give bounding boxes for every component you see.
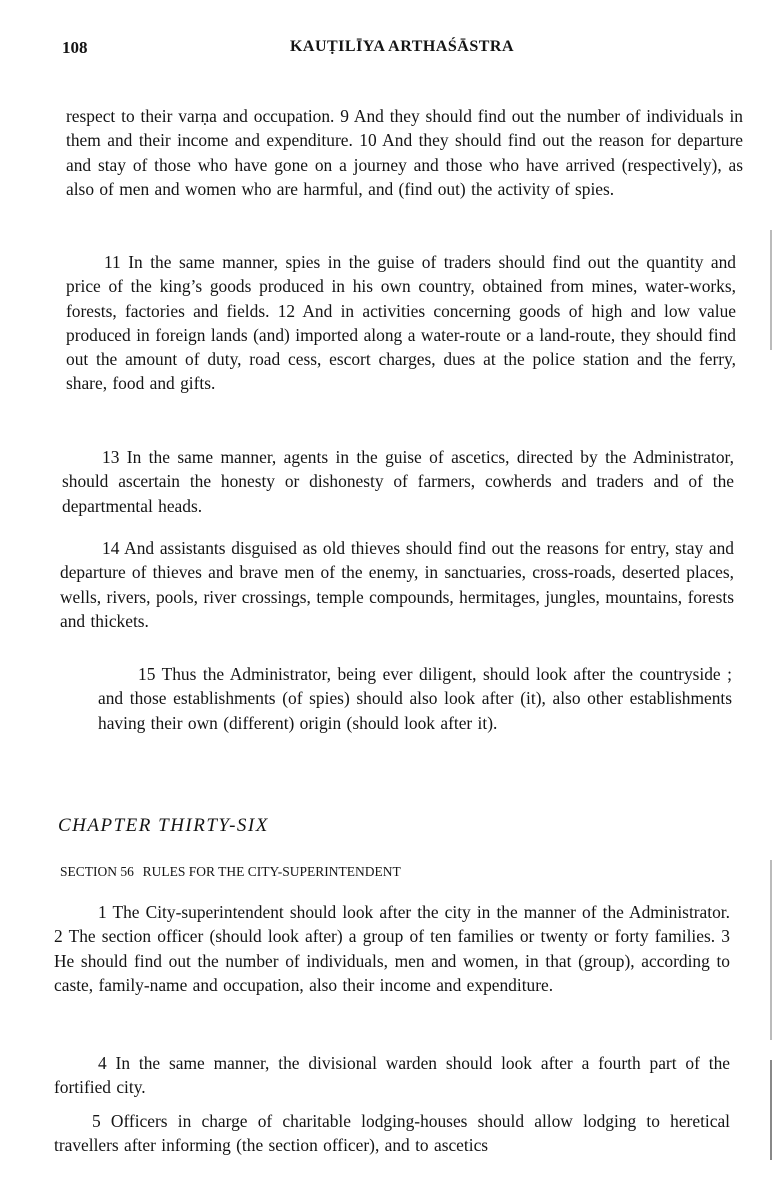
section-heading xyxy=(60,864,401,880)
running-title: KAUṬILĪYA ARTHAŚĀSTRA xyxy=(289,38,515,55)
running-head xyxy=(62,38,742,62)
paragraph-14: 14 And assistants disguised as old thieves should find out the reasons for entry, stay and departure of thieves and brave men of the enemy, in sanctuaries, cross-roads, deserted places, wells, rivers, pools, river crossings, temple compounds, hermitages, jungles, mountains, forests and thickets. xyxy=(60,538,734,631)
page-number: 108 xyxy=(62,38,88,57)
section-label: SECTION 56 xyxy=(60,864,134,879)
paragraph-5: 5 Officers in charge of charitable lodging-houses should allow lodging to heretical travellers after informing (the section officer), and to ascetics xyxy=(54,1111,730,1156)
paragraph-13: 13 In the same manner, agents in the guise of ascetics, directed by the Administrator, should ascertain the honesty or dishonesty of farmers, cowherds and traders and of the departmental heads. xyxy=(62,447,734,516)
chapter-heading: CHAPTER THIRTY-SIX xyxy=(58,815,269,836)
paragraph-15-verse: 15 Thus the Administrator, being ever diligent, should look after the countryside ; and those establishments (of spies) should also look after (it), also other establishments having their own (different) origin (should look after it). xyxy=(98,664,732,733)
paragraph-11-12: 11 In the same manner, spies in the guise of traders should find out the quantity and price of the king’s goods produced in his own country, obtained from mines, water-works, forests, factories and fields. 12 And in activities concerning goods of high and low value produced in foreign lands (and) imported along a water-route or a land-route, they should find out the amount of duty, road cess, escort charges, dues at the police station and the ferry, share, food and gifts. xyxy=(66,252,736,394)
paragraph-1-3: 1 The City-superintendent should look after the city in the manner of the Administrator. 2 The section officer (should look after) a group of ten families or twenty or forty families. 3 He should find out the number of individuals, men and women, in that (group), according to caste, family-name and occupation, also their income and expenditure. xyxy=(54,902,730,995)
section-title: RULES FOR THE CITY-SUPERINTENDENT xyxy=(142,864,401,879)
paragraph-4: 4 In the same manner, the divisional warden should look after a fourth part of the fortified city. xyxy=(54,1053,730,1098)
paragraph-continuation: respect to their varṇa and occupation. 9 And they should find out the number of individuals in them and their income and expenditure. 10 And they should find out the reason for departure and stay of those who have gone on a journey and those who have arrived (respectively), as also of men and women who are harmful, and (find out) the activity of spies. xyxy=(66,106,743,199)
